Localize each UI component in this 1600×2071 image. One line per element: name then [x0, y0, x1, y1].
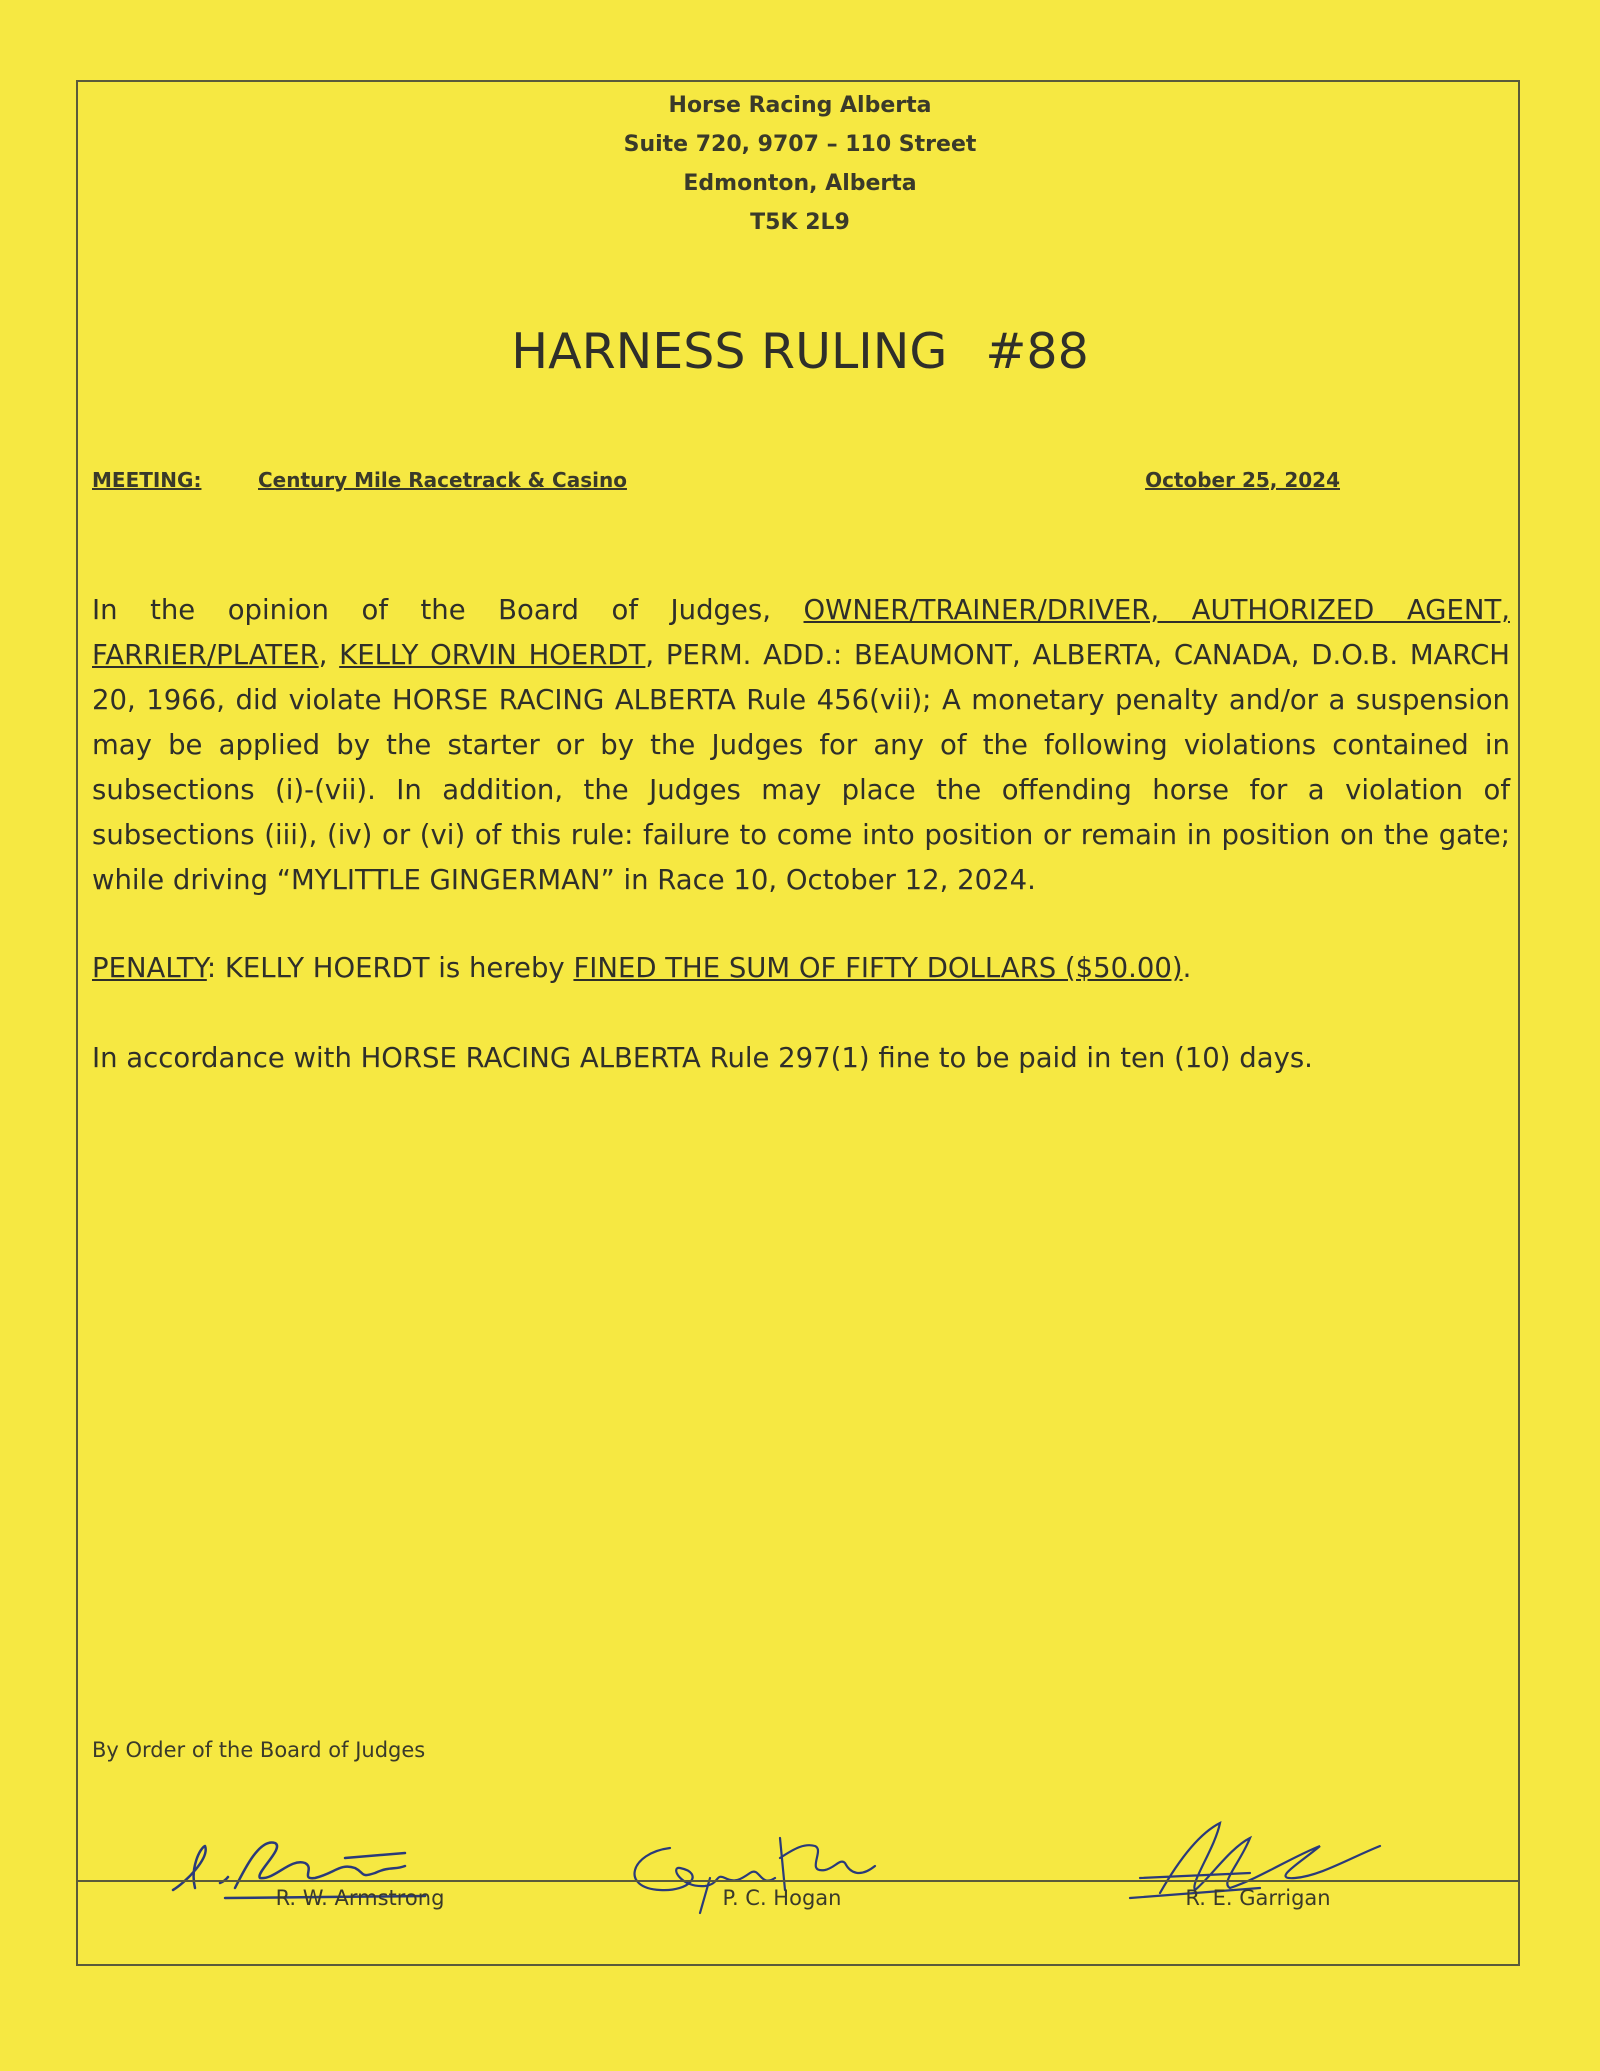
body-person-name: KELLY ORVIN HOERDT: [339, 639, 646, 671]
body-separator: ,: [318, 639, 340, 671]
penalty-end: .: [1182, 952, 1192, 984]
penalty-label: PENALTY: [92, 952, 207, 984]
letterhead: [0, 86, 1600, 242]
judge-name-3: R. E. Garrigan: [1185, 1886, 1331, 1910]
ruling-title: [0, 322, 1600, 382]
penalty-text: : KELLY HOERDT is hereby: [206, 952, 574, 984]
postal-code: T5K 2L9: [750, 210, 850, 235]
meeting-date: October 25, 2024: [1145, 468, 1340, 492]
meeting-venue: Century Mile Racetrack & Casino: [258, 468, 627, 492]
judge-name-2: P. C. Hogan: [722, 1886, 842, 1910]
body-roles: OWNER/TRAINER/DRIVER, AUTHORIZED AGENT, FARRIER/PLATER: [92, 594, 1510, 671]
signature-line: [78, 1880, 1518, 1882]
ruling-title-text: HARNESS RULING: [511, 323, 948, 380]
address-line-2: Edmonton, Alberta: [683, 171, 917, 196]
penalty-line: [92, 946, 1510, 991]
meeting-label: MEETING:: [92, 468, 202, 492]
body-intro: In the opinion of the Board of Judges,: [92, 594, 804, 626]
ruling-paragraph: [92, 588, 1510, 903]
ruling-body: [92, 588, 1510, 903]
address-line-1: Suite 720, 9707 – 110 Street: [623, 132, 977, 157]
org-name: Horse Racing Alberta: [668, 93, 932, 118]
accordance-line: In accordance with HORSE RACING ALBERTA Rule 297(1) fine to be paid in ten (10) days.: [92, 1042, 1313, 1074]
ruling-number: #88: [985, 323, 1089, 380]
judge-name-1: R. W. Armstrong: [275, 1886, 445, 1910]
body-details: , PERM. ADD.: BEAUMONT, ALBERTA, CANADA, D.O.B. MARCH 20, 1966, did violate HORSE RACING ALBERTA Rule 456(vii); A monetary penalty and/or a suspension may be applied by the starter or by the Judges for any of the following violations contained in subsections (i)-(vii). In addition, the Judges may place the offending horse for a violation of subsections (iii), (iv) or (vi) of this rule: failure to come into position or remain in position on the gate; while driving “MYLITTLE GINGERMAN” in Race 10, October 12, 2024.: [92, 639, 1510, 896]
penalty-fine: FINED THE SUM OF FIFTY DOLLARS ($50.00): [573, 952, 1183, 984]
meeting-row: [92, 468, 1340, 498]
order-text: By Order of the Board of Judges: [92, 1738, 426, 1762]
